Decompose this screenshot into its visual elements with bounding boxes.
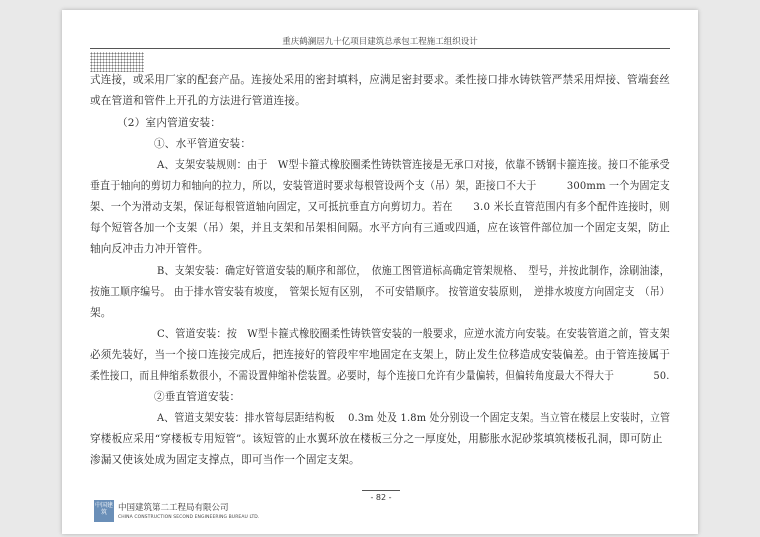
body-line: B、支架安装：确定好管道安装的顺序和部位， 依施工图管道标高确定管架规格、 型号，并按此制作，涂刷油漆， — [157, 265, 670, 277]
company-logo: 中国建筑 — [94, 500, 114, 522]
company-name-en: CHINA CONSTRUCTION SECOND ENGINEERING BUREAU LTD. — [118, 515, 260, 520]
subsection-heading: ②垂直管道安装： — [154, 391, 241, 403]
company-name-cn: 中国建筑第二工程局有限公司 — [118, 503, 229, 513]
body-line: A、管道支架安装：排水管每层距结构板 0.3m 处及 1.8m 处分别设一个固定支架。当立管在楼层上安装时，立管 — [157, 412, 671, 424]
body-line: C、管道安装：按 W型卡箍式橡胶圈柔性铸铁管安装的一般要求，应逆水流方向安装。在安装管道之前，管支架 — [157, 328, 670, 340]
footer-divider — [362, 490, 400, 491]
body-line: 架。 — [90, 307, 112, 319]
subsection-heading: ①、水平管道安装： — [154, 138, 252, 150]
body-line: 或在管道和管件上开孔的方法进行管道连接。 — [90, 95, 306, 107]
header-divider — [90, 48, 670, 49]
body-line: 按施工顺序编号。 由于排水管安装有坡度， 管架长短有区别， 不可安错顺序。 按管道安装原则， 逆排水坡度方向固定支 （吊） — [90, 286, 670, 298]
body-line: 每个短管各加一个支架（吊）架，并且支架和吊架相间隔。水平方向有三通或四通，应在该管件部位加一个固定支架，防止 — [90, 222, 670, 234]
body-line: 垂直于轴向的剪切力和轴向的拉力，所以，安装管道时要求每根管设两个支（吊）架，距接口不大于 300mm 一个为固定支 — [90, 180, 670, 192]
body-line: 架、一个为滑动支架，保证每根管道轴向固定，又可抵抗垂直方向剪切力。若在 3.0 米长直管范围内有多个配件连接时，则 — [90, 201, 670, 213]
body-line: 式连接，或采用厂家的配套产品。连接处采用的密封填料，应满足密封要求。柔性接口排水铸铁管严禁采用焊接、管端套丝 — [90, 74, 670, 86]
section-heading: （2）室内管道安装： — [117, 117, 222, 129]
body-line: 渗漏又使该处成为固定支撑点，即可当作一个固定支架。 — [90, 454, 360, 466]
page-number: - 82 - — [370, 493, 392, 502]
page-header-title: 重庆鹤澜居九十亿项目建筑总承包工程施工组织设计 — [282, 37, 478, 47]
document-page — [62, 10, 698, 534]
body-line: A、支架安装规则：由于 W型卡箍式橡胶圈柔性铸铁管连接是无承口对接，依靠不锈钢卡箍连接。接口不能承受 — [157, 159, 670, 171]
stamp-mark — [90, 52, 144, 72]
body-line: 穿楼板应采用“穿楼板专用短管”。该短管的止水翼环放在楼板三分之一厚度处，用膨胀水泥砂浆填筑楼板孔洞，即可防止 — [90, 433, 663, 445]
body-line: 轴向反冲击力冲开管件。 — [90, 243, 209, 255]
body-line: 柔性接口，而且伸缩系数很小，不需设置伸缩补偿装置。必要时，每个连接口允许有少量偏转，但偏转角度最大不得大于 50. — [90, 370, 670, 382]
body-line: 必须先装好，当一个接口连接完成后，把连接好的管段牢牢地固定在支架上，防止发生位移造成安装偏差。由于管连接属于 — [90, 349, 670, 361]
